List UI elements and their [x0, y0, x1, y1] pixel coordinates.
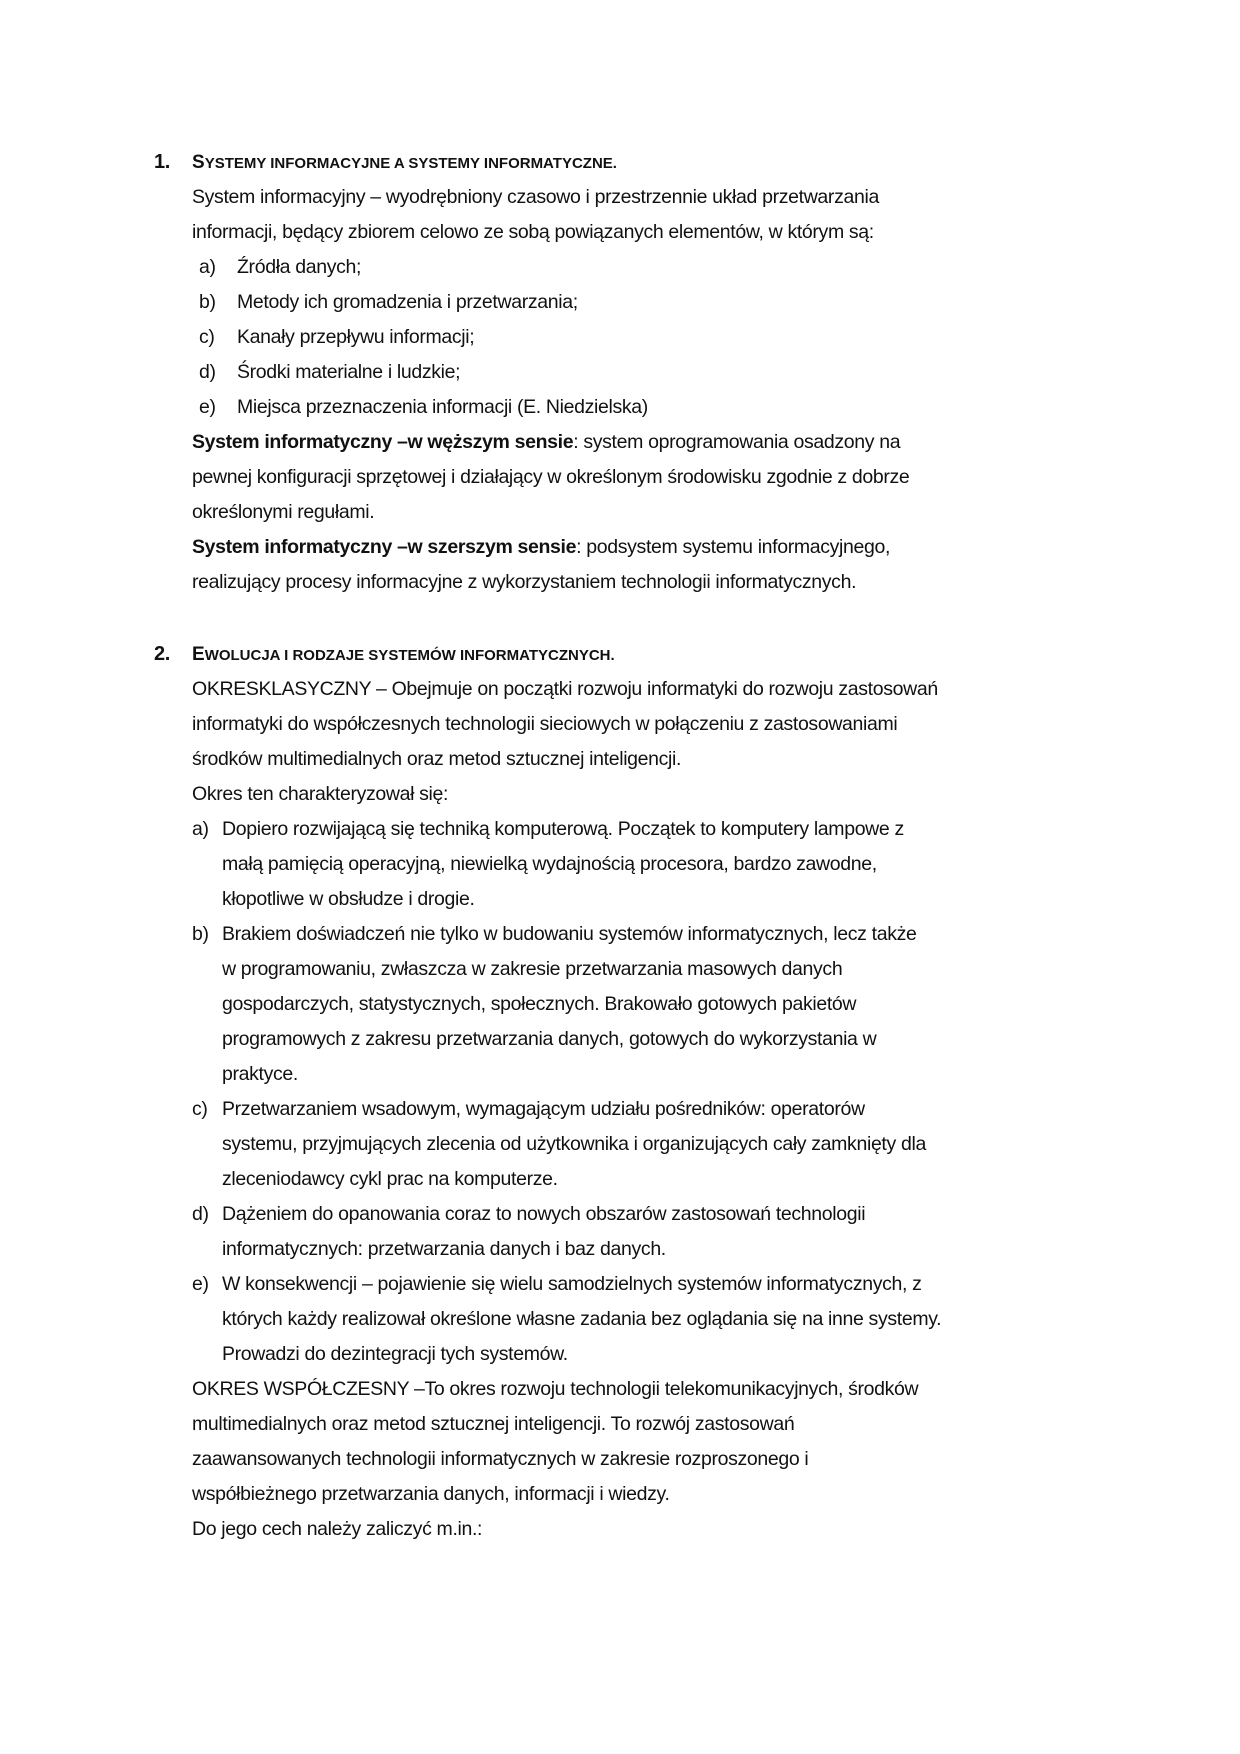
line-text: Dążeniem do opanowania coraz to nowych obszarów zastosowań technologii	[222, 1203, 866, 1225]
text-line	[0, 1477, 1240, 1512]
text-line	[0, 1337, 1240, 1372]
line-text	[192, 425, 900, 460]
line-text: określonymi regułami.	[192, 501, 375, 523]
line-text: w programowaniu, zwłaszcza w zakresie przetwarzania masowych danych	[222, 958, 843, 980]
list-marker: a)	[199, 256, 216, 278]
text-line	[0, 215, 1240, 250]
section-1	[0, 145, 1240, 600]
line-text: współbieżnego przetwarzania danych, informacji i wiedzy.	[192, 1483, 670, 1505]
line-text: Do jego cech należy zaliczyć m.in.:	[192, 1518, 483, 1540]
text-line	[0, 1442, 1240, 1477]
list-item	[0, 812, 1240, 847]
line-text: informatycznych: przetwarzania danych i baz danych.	[222, 1238, 666, 1260]
definition-text: : system oprogramowania osadzony na	[573, 431, 901, 453]
line-text: informacji, będący zbiorem celowo ze sobą powiązanych elementów, w którym są:	[192, 221, 874, 243]
list-marker: d)	[199, 361, 216, 383]
line-text: Okres ten charakteryzował się:	[192, 783, 449, 805]
text-line	[0, 882, 1240, 917]
line-text: Miejsca przeznaczenia informacji (E. Niedzielska)	[237, 396, 648, 418]
line-text: Brakiem doświadczeń nie tylko w budowaniu systemów informatycznych, lecz także	[222, 923, 917, 945]
list-marker: c)	[192, 1098, 208, 1120]
list-item	[0, 355, 1240, 390]
text-line	[0, 777, 1240, 812]
text-line	[0, 1407, 1240, 1442]
document-page	[0, 145, 1240, 1584]
list-item	[0, 1092, 1240, 1127]
line-text: OKRESKLASYCZNY – Obejmuje on początki rozwoju informatyki do rozwoju zastosowań	[192, 678, 938, 700]
line-text: gospodarczych, statystycznych, społecznych. Brakowało gotowych pakietów	[222, 993, 857, 1015]
text-line	[0, 565, 1240, 600]
list-marker: a)	[192, 818, 209, 840]
list-marker: d)	[192, 1203, 209, 1225]
list-item	[0, 1197, 1240, 1232]
text-line	[0, 1022, 1240, 1057]
line-text: SYSTEMY INFORMACYJNE A SYSTEMY INFORMATYCZNE.	[192, 152, 617, 173]
section-number: 1.	[154, 151, 170, 173]
line-text: Źródła danych;	[237, 256, 362, 278]
section-heading	[0, 145, 1240, 180]
line-text: kłopotliwe w obsłudze i drogie.	[222, 888, 475, 910]
line-text: środków multimedialnych oraz metod sztucznej inteligencji.	[192, 748, 682, 770]
line-text: informatyki do współczesnych technologii sieciowych w połączeniu z zastosowaniami	[192, 713, 898, 735]
text-line	[0, 425, 1240, 460]
line-text: zleceniodawcy cykl prac na komputerze.	[222, 1168, 558, 1190]
text-line	[0, 1372, 1240, 1407]
line-text: Środki materialne i ludzkie;	[237, 361, 461, 383]
text-line	[0, 495, 1240, 530]
text-line	[0, 1057, 1240, 1092]
line-text: EWOLUCJA I RODZAJE SYSTEMÓW INFORMATYCZNYCH.	[192, 644, 615, 665]
line-text: realizujący procesy informacyjne z wykorzystaniem technologii informatycznych.	[192, 571, 857, 593]
text-line	[0, 1302, 1240, 1337]
list-marker: b)	[192, 923, 209, 945]
text-line	[0, 1232, 1240, 1267]
text-line	[0, 672, 1240, 707]
text-line	[0, 530, 1240, 565]
list-item	[0, 320, 1240, 355]
line-text: Kanały przepływu informacji;	[237, 326, 475, 348]
section-2	[0, 637, 1240, 1547]
list-item	[0, 390, 1240, 425]
line-text: pewnej konfiguracji sprzętowej i działający w określonym środowisku zgodnie z dobrze	[192, 466, 910, 488]
line-text: Przetwarzaniem wsadowym, wymagającym udziału pośredników: operatorów	[222, 1098, 865, 1120]
line-text	[192, 530, 890, 565]
section-number: 2.	[154, 643, 170, 665]
text-line	[0, 987, 1240, 1022]
list-marker: b)	[199, 291, 216, 313]
line-text: multimedialnych oraz metod sztucznej inteligencji. To rozwój zastosowań	[192, 1413, 795, 1435]
line-text: praktyce.	[222, 1063, 298, 1085]
text-line	[0, 1127, 1240, 1162]
section-heading	[0, 637, 1240, 672]
list-item	[0, 1267, 1240, 1302]
list-marker: c)	[199, 326, 215, 348]
text-line	[0, 1512, 1240, 1547]
text-line	[0, 1162, 1240, 1197]
list-marker: e)	[199, 396, 216, 418]
list-marker: e)	[192, 1273, 209, 1295]
line-text: OKRES WSPÓŁCZESNY –To okres rozwoju technologii telekomunikacyjnych, środków	[192, 1378, 919, 1400]
text-line	[0, 742, 1240, 777]
line-text: W konsekwencji – pojawienie się wielu samodzielnych systemów informatycznych, z	[222, 1273, 922, 1295]
line-text: systemu, przyjmujących zlecenia od użytkownika i organizujących cały zamknięty dla	[222, 1133, 926, 1155]
bold-term: System informatyczny –w szerszym sensie	[192, 536, 577, 558]
line-text: których każdy realizował określone własne zadania bez oglądania się na inne systemy.	[222, 1308, 942, 1330]
list-item	[0, 285, 1240, 320]
text-line	[0, 460, 1240, 495]
line-text: małą pamięcią operacyjną, niewielką wydajnością procesora, bardzo zawodne,	[222, 853, 877, 875]
bold-term: System informatyczny –w węższym sensie	[192, 431, 574, 453]
text-line	[0, 952, 1240, 987]
line-text: Metody ich gromadzenia i przetwarzania;	[237, 291, 578, 313]
text-line	[0, 847, 1240, 882]
line-text: System informacyjny – wyodrębniony czasowo i przestrzennie układ przetwarzania	[192, 186, 879, 208]
line-text: Dopiero rozwijającą się techniką komputerową. Początek to komputery lampowe z	[222, 818, 904, 840]
line-text: Prowadzi do dezintegracji tych systemów.	[222, 1343, 568, 1365]
text-line	[0, 707, 1240, 742]
definition-text: : podsystem systemu informacyjnego,	[576, 536, 891, 558]
line-text: zaawansowanych technologii informatycznych w zakresie rozproszonego i	[192, 1448, 809, 1470]
list-item	[0, 917, 1240, 952]
line-text: programowych z zakresu przetwarzania danych, gotowych do wykorzystania w	[222, 1028, 877, 1050]
text-line	[0, 180, 1240, 215]
list-item	[0, 250, 1240, 285]
